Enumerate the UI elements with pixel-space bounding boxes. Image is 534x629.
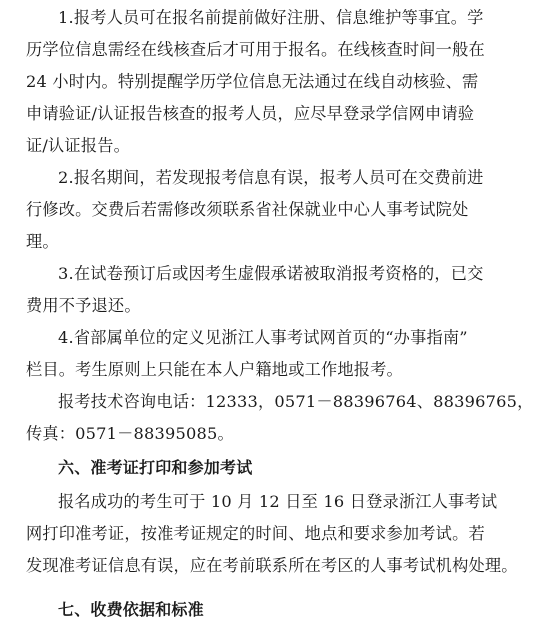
paragraph-2-line-3: 理。	[26, 232, 59, 251]
paragraph-2-line-1: 2.报名期间，若发现报考信息有误，报考人员可在交费前进	[58, 168, 484, 187]
paragraph-1-line-1: 1.报考人员可在报名前提前做好注册、信息维护等事宜。学	[58, 8, 484, 27]
section-6-line-2: 网打印准考证，按准考证规定的时间、地点和要求参加考试。若	[26, 524, 485, 543]
paragraph-3-line-1: 3.在试卷预订后或因考生虚假承诺被取消报考资格的，已交	[58, 264, 484, 283]
paragraph-4-line-2: 栏目。考生原则上只能在本人户籍地或工作地报考。	[26, 360, 403, 379]
paragraph-1-line-2: 历学位信息需经在线核查后才可用于报名。在线核查时间一般在	[26, 40, 485, 59]
section-7-heading: 七、收费依据和标准	[58, 600, 204, 619]
contact-fax-line: 传真：0571－88395085。	[26, 424, 234, 443]
paragraph-1-line-5: 证/认证报告。	[26, 136, 130, 155]
paragraph-4-line-1: 4.省部属单位的定义见浙江人事考试网首页的“办事指南”	[58, 328, 468, 347]
paragraph-1-line-3: 24 小时内。特别提醒学历学位信息无法通过在线自动核验、需	[26, 72, 479, 91]
paragraph-3-line-2: 费用不予退还。	[26, 296, 141, 315]
section-6-heading: 六、准考证打印和参加考试	[58, 458, 253, 477]
paragraph-2-line-2: 行修改。交费后若需修改须联系省社保就业中心人事考试院处	[26, 200, 469, 219]
section-6-line-1: 报名成功的考生可于 10 月 12 日至 16 日登录浙江人事考试	[58, 492, 498, 511]
paragraph-1-line-4: 申请验证/认证报告核查的报考人员，应尽早登录学信网申请验	[26, 104, 475, 123]
section-6-line-3: 发现准考证信息有误，应在考前联系所在考区的人事考试机构处理。	[26, 556, 518, 575]
contact-phone-line: 报考技术咨询电话：12333，0571－88396764、88396765，	[58, 392, 534, 411]
